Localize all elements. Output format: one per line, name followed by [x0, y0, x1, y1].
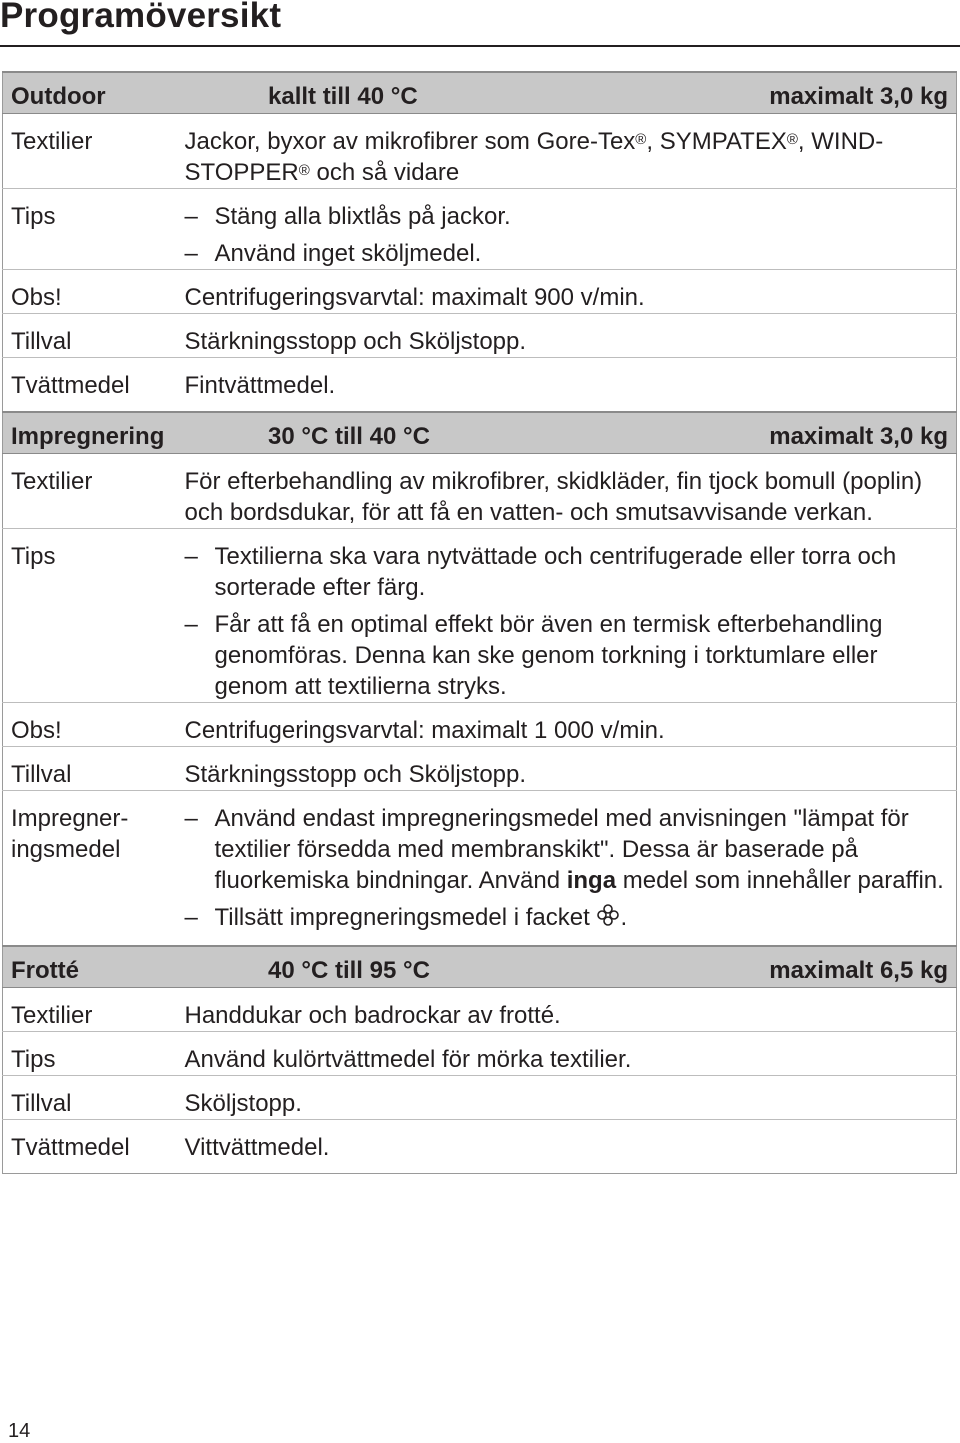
- table-row: [3, 1032, 957, 1076]
- registered-mark: ®: [635, 131, 647, 148]
- dash-marker: –: [184, 611, 198, 638]
- dash-marker: –: [184, 805, 198, 832]
- registered-mark: ®: [786, 131, 798, 148]
- list-item: – Använd inget sköljmedel.: [184, 240, 482, 267]
- program-header-impregnering: [3, 412, 957, 454]
- row-label: Tillval: [3, 314, 177, 358]
- table-row: [3, 270, 957, 314]
- list-item: – Får att få en optimal effekt bör även en termisk efterbehandling genomföras. Denna kan ske genom torkning i torktumlare eller genom att textilierna stryks.: [184, 611, 883, 700]
- program-header-outdoor: [3, 72, 957, 114]
- softener-compartment-flower-icon: [596, 903, 620, 935]
- registered-mark: ®: [298, 162, 310, 179]
- dash-marker: –: [184, 203, 198, 230]
- program-overview-table: [2, 71, 957, 1174]
- table-row: [3, 1120, 957, 1174]
- table-row: [3, 747, 957, 791]
- table-row: [3, 189, 957, 270]
- list-item: – Tillsätt impregneringsmedel i facket .: [185, 902, 949, 935]
- row-label: Impregner- ingsmedel: [3, 791, 177, 947]
- program-temperature: kallt till 40 °C: [268, 83, 418, 110]
- program-temperature: 30 °C till 40 °C: [268, 423, 430, 450]
- row-content: Stärkningsstopp och Sköljstopp.: [177, 314, 957, 358]
- row-content: [177, 189, 957, 270]
- program-temperature: 40 °C till 95 °C: [268, 957, 430, 984]
- program-max-load: maximalt 6,5 kg: [769, 957, 948, 984]
- list-item: – Använd endast impregneringsmedel med anvisningen "lämpat för textilier försedda med membranskikt". Dessa är baserade på fluorkemiska bindningar. Använd inga medel som innehåller paraffin.: [184, 805, 944, 894]
- row-label: Tillval: [3, 747, 177, 791]
- table-row: [3, 454, 957, 529]
- row-content: Centrifugeringsvarvtal: maximalt 900 v/min.: [177, 270, 957, 314]
- program-name: Outdoor: [11, 83, 106, 110]
- table-row: [3, 791, 957, 947]
- dash-marker: –: [184, 904, 198, 931]
- row-label: Tips: [3, 1032, 177, 1076]
- table-row: [3, 314, 957, 358]
- row-content: Handdukar och badrockar av frotté.: [184, 1002, 561, 1029]
- row-label: Tips: [3, 189, 177, 270]
- row-label: Obs!: [3, 703, 177, 747]
- dash-marker: –: [184, 240, 198, 267]
- program-name: Frotté: [11, 957, 79, 984]
- list-item: – Textilierna ska vara nytvättade och centrifugerade eller torra och sorterade efter färg.: [184, 543, 897, 601]
- row-content: För efterbehandling av mikrofibrer, skidkläder, fin tjock bomull (poplin) och bordsdukar, för att få en vatten- och smutsavvisande verkan.: [184, 468, 923, 526]
- list-item: – Stäng alla blixtlås på jackor.: [184, 203, 511, 230]
- page-title: Programöversikt: [0, 0, 282, 35]
- program-max-load: maximalt 3,0 kg: [769, 83, 948, 110]
- row-content: Vittvättmedel.: [177, 1120, 957, 1174]
- table-row: [3, 529, 957, 703]
- row-content: Använd kulörtvättmedel för mörka textilier.: [177, 1032, 957, 1076]
- emphasis-text: inga: [566, 867, 617, 894]
- title-divider: [0, 45, 960, 47]
- row-content: Fintvättmedel.: [177, 358, 957, 413]
- row-label: Tvättmedel: [3, 358, 177, 413]
- table-row: [3, 1076, 957, 1120]
- row-label: Tvättmedel: [3, 1120, 177, 1174]
- row-content: Jackor, byxor av mikrofibrer som Gore-Tex®, SYMPATEX®, WIND- STOPPER® och så vidare: [184, 128, 884, 186]
- row-label: Tips: [3, 529, 177, 703]
- dash-marker: –: [184, 543, 198, 570]
- program-max-load: maximalt 3,0 kg: [769, 423, 948, 450]
- row-label: Tillval: [3, 1076, 177, 1120]
- program-name: Impregnering: [11, 423, 165, 450]
- row-label: Obs!: [3, 270, 177, 314]
- row-content: Stärkningsstopp och Sköljstopp.: [177, 747, 957, 791]
- page-number: 14: [8, 1420, 31, 1442]
- row-content: [177, 791, 957, 947]
- table-row: [3, 703, 957, 747]
- table-row: [3, 114, 957, 189]
- table-row: [3, 988, 957, 1032]
- row-content: Centrifugeringsvarvtal: maximalt 1 000 v/min.: [177, 703, 957, 747]
- row-content: Sköljstopp.: [177, 1076, 957, 1120]
- program-header-frotte: [3, 946, 957, 988]
- row-label: Textilier: [11, 128, 93, 155]
- row-content: [177, 529, 957, 703]
- row-label: Textilier: [11, 468, 93, 495]
- table-row: [3, 358, 957, 413]
- row-label: Textilier: [11, 1002, 93, 1029]
